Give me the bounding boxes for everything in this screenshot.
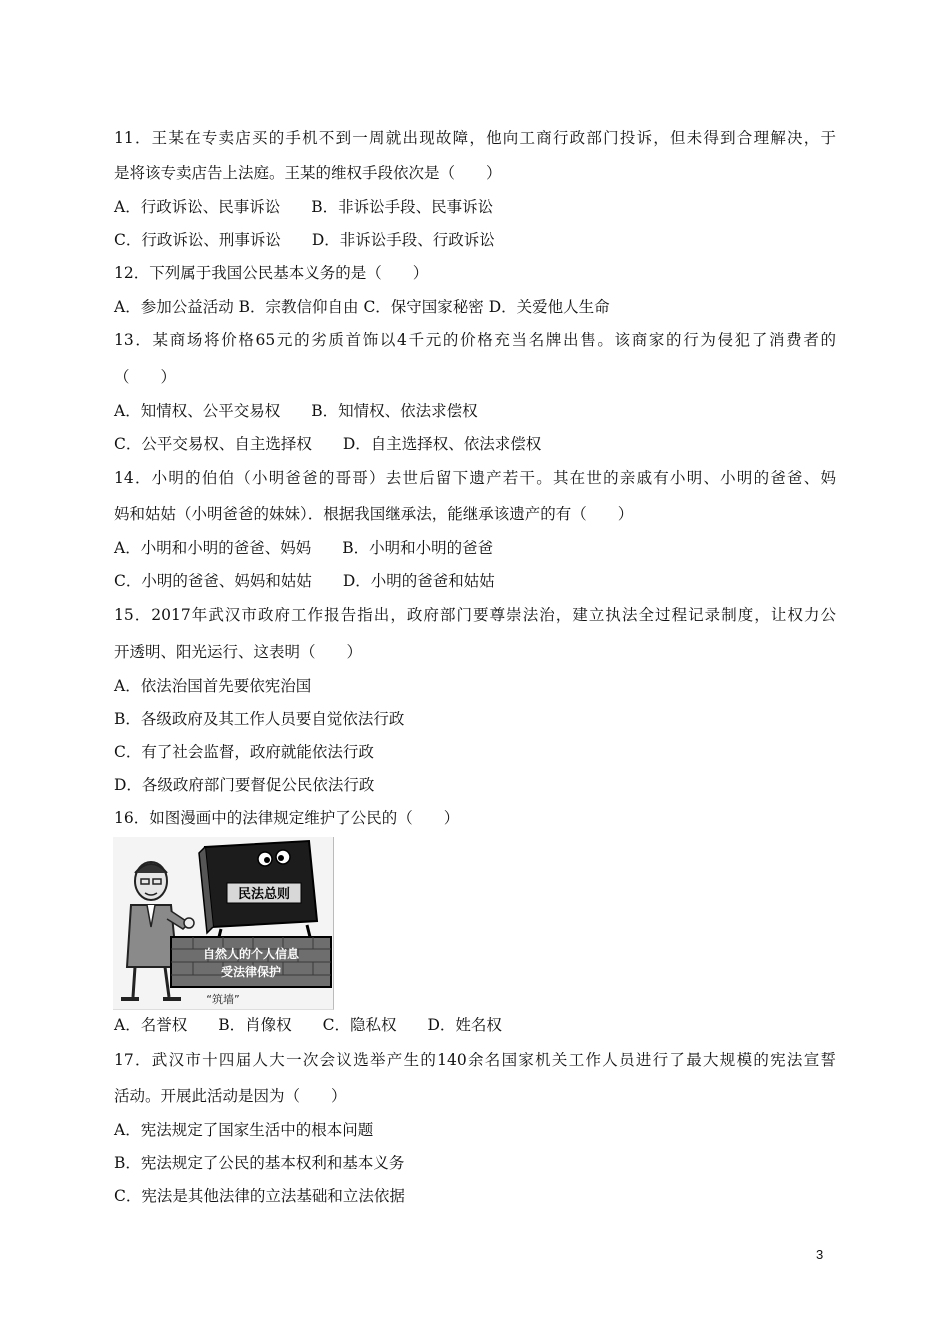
question-11-options-cd: C．行政诉讼、刑事诉讼 D．非诉讼手段、行政诉讼 xyxy=(114,231,495,249)
question-17-option-a: A．宪法规定了国家生活中的根本问题 xyxy=(114,1121,374,1139)
wall-text-line2: 受法律保护 xyxy=(220,965,282,979)
question-14-stem-line2: 妈和姑姑（小明爸爸的妹妹）．根据我国继承法，能继承该遗产的有（ ） xyxy=(114,505,634,523)
question-13-stem-line2: （ ） xyxy=(114,368,177,386)
cartoon-illustration xyxy=(113,837,334,1010)
question-16-options: A．名誉权 B．肖像权 C．隐私权 D．姓名权 xyxy=(114,1016,502,1034)
question-14-stem-line1: 14．小明的伯伯（小明爸爸的哥哥）去世后留下遗产若干。其在世的亲戚有小明、小明的爸爸、妈 xyxy=(114,469,836,487)
question-15-option-b: B．各级政府及其工作人员要自觉依法行政 xyxy=(114,710,405,728)
question-15-option-a: A．依法治国首先要依宪治国 xyxy=(114,677,312,695)
question-17-stem-line2: 活动。开展此活动是因为（ ） xyxy=(114,1087,347,1105)
question-13-options-ab: A．知情权、公平交易权 B．知情权、依法求偿权 xyxy=(114,402,478,420)
question-15-option-c: C．有了社会监督，政府就能依法行政 xyxy=(114,743,374,761)
question-15-stem-line2: 开透明、阳光运行、这表明（ ） xyxy=(114,643,363,661)
question-11-stem-line1: 11．王某在专卖店买的手机不到一周就出现故障，他向工商行政部门投诉，但未得到合理解决，于 xyxy=(114,129,836,147)
question-14-options-ab: A．小明和小明的爸爸、妈妈 B．小明和小明的爸爸 xyxy=(114,539,494,557)
question-17-option-c: C．宪法是其他法律的立法基础和立法依据 xyxy=(114,1187,405,1205)
book-title: 民法总则 xyxy=(237,887,291,902)
question-12-options: A．参加公益活动 B．宗教信仰自由 C．保守国家秘密 D．关爱他人生命 xyxy=(114,298,610,316)
question-13-stem-line1: 13．某商场将价格65元的劣质首饰以4千元的价格充当名牌出售。该商家的行为侵犯了消费者的 xyxy=(114,331,836,349)
page-number: 3 xyxy=(816,1247,824,1262)
question-11-options-ab: A．行政诉讼、民事诉讼 B．非诉讼手段、民事诉讼 xyxy=(114,198,494,216)
question-12-stem: 12．下列属于我国公民基本义务的是（ ） xyxy=(114,264,429,282)
brick-wall xyxy=(171,937,331,987)
question-11-stem-line2: 是将该专卖店告上法庭。王某的维权手段依次是（ ） xyxy=(114,164,502,182)
question-14-options-cd: C．小明的爸爸、妈妈和姑姑 D．小明的爸爸和姑姑 xyxy=(114,572,495,590)
cartoon-caption: “筑墙” xyxy=(206,993,240,1006)
question-17-stem-line1: 17．武汉市十四届人大一次会议选举产生的140余名国家机关工作人员进行了最大规模的宪法宣誓 xyxy=(114,1051,836,1069)
question-17-option-b: B．宪法规定了公民的基本权利和基本义务 xyxy=(114,1154,405,1172)
question-13-options-cd: C．公平交易权、自主选择权 D．自主选择权、依法求偿权 xyxy=(114,435,542,453)
question-16-stem: 16．如图漫画中的法律规定维护了公民的（ ） xyxy=(114,809,460,827)
question-15-stem-line1: 15．2017年武汉市政府工作报告指出，政府部门要尊崇法治，建立执法全过程记录制度，让权力公 xyxy=(114,606,836,624)
wall-text-line1: 自然人的个人信息 xyxy=(202,947,300,961)
question-15-option-d: D．各级政府部门要督促公民依法行政 xyxy=(114,776,375,794)
